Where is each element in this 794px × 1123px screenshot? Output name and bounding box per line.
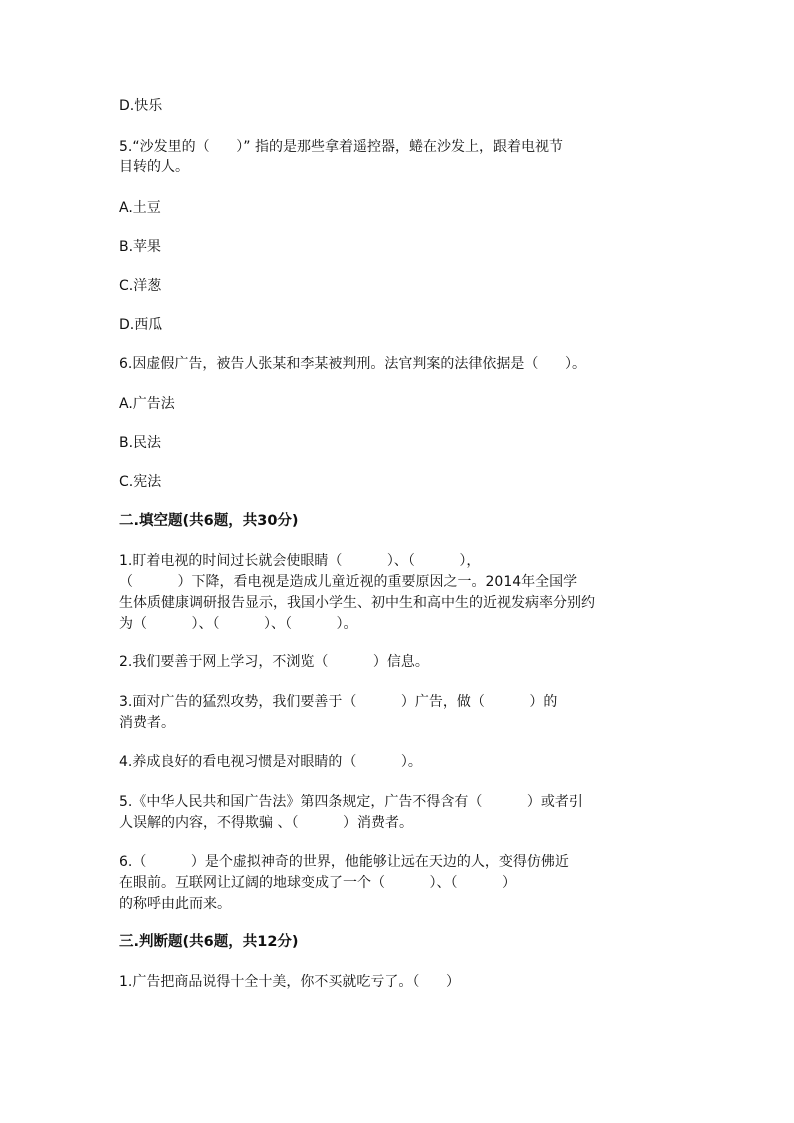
section-heading-fill-in: 二.填空题(共6题，共30分) (119, 513, 299, 529)
fill-question-1-line-3: 生体质健康调研报告显示，我国小学生、初中生和高中生的近视发病率分别约 (119, 595, 595, 611)
option-d-happy: D.快乐 (119, 98, 163, 114)
fill-question-6-line-1: 6.（ ）是个虚拟神奇的世界，他能够让远在天边的人，变得仿佛近 (119, 854, 569, 870)
fill-question-2: 2.我们要善于网上学习，不浏览（ ）信息。 (119, 654, 429, 670)
question-5-line-1: 5.“沙发里的（ ）” 指的是那些拿着遥控器，蜷在沙发上，跟着电视节 (119, 139, 564, 155)
question-6: 6.因虚假广告，被告人张某和李某被判刑。法官判案的法律依据是（ ）。 (119, 356, 587, 372)
fill-question-1-line-2: （ ）下降，看电视是造成儿童近视的重要原因之一。2014年全国学 (119, 574, 578, 590)
option-b: B.民法 (119, 435, 162, 451)
fill-question-1-line-1: 1.盯着电视的时间过长就会使眼睛（ ）、（ ）， (119, 553, 481, 569)
section-heading-true-false: 三.判断题(共6题，共12分) (119, 934, 299, 950)
option-a: A.土豆 (119, 200, 161, 216)
fill-question-3-line-2: 消费者。 (119, 715, 175, 731)
question-5-line-2: 目转的人。 (119, 159, 189, 175)
option-c: C.洋葱 (119, 278, 162, 294)
option-d: D.西瓜 (119, 317, 163, 333)
fill-question-5-line-1: 5.《中华人民共和国广告法》第四条规定，广告不得含有（ ）或者引 (119, 794, 583, 810)
fill-question-6-line-2: 在眼前。互联网让辽阔的地球变成了一个（ ）、（ ） (119, 875, 517, 891)
fill-question-1-line-4: 为（ ）、（ ）、（ ）。 (119, 616, 358, 632)
option-c: C.宪法 (119, 474, 162, 490)
fill-question-5-line-2: 人误解的内容，不得欺骗 、（ ）消费者。 (119, 815, 413, 831)
judge-question-1: 1.广告把商品说得十全十美，你不买就吃亏了。（ ） (119, 974, 461, 990)
fill-question-4: 4.养成良好的看电视习惯是对眼睛的（ ）。 (119, 754, 422, 770)
option-b: B.苹果 (119, 239, 162, 255)
fill-question-3-line-1: 3.面对广告的猛烈攻势，我们要善于（ ）广告，做（ ）的 (119, 694, 558, 710)
fill-question-6-line-3: 的称呼由此而来。 (119, 896, 231, 912)
option-a: A.广告法 (119, 396, 175, 412)
